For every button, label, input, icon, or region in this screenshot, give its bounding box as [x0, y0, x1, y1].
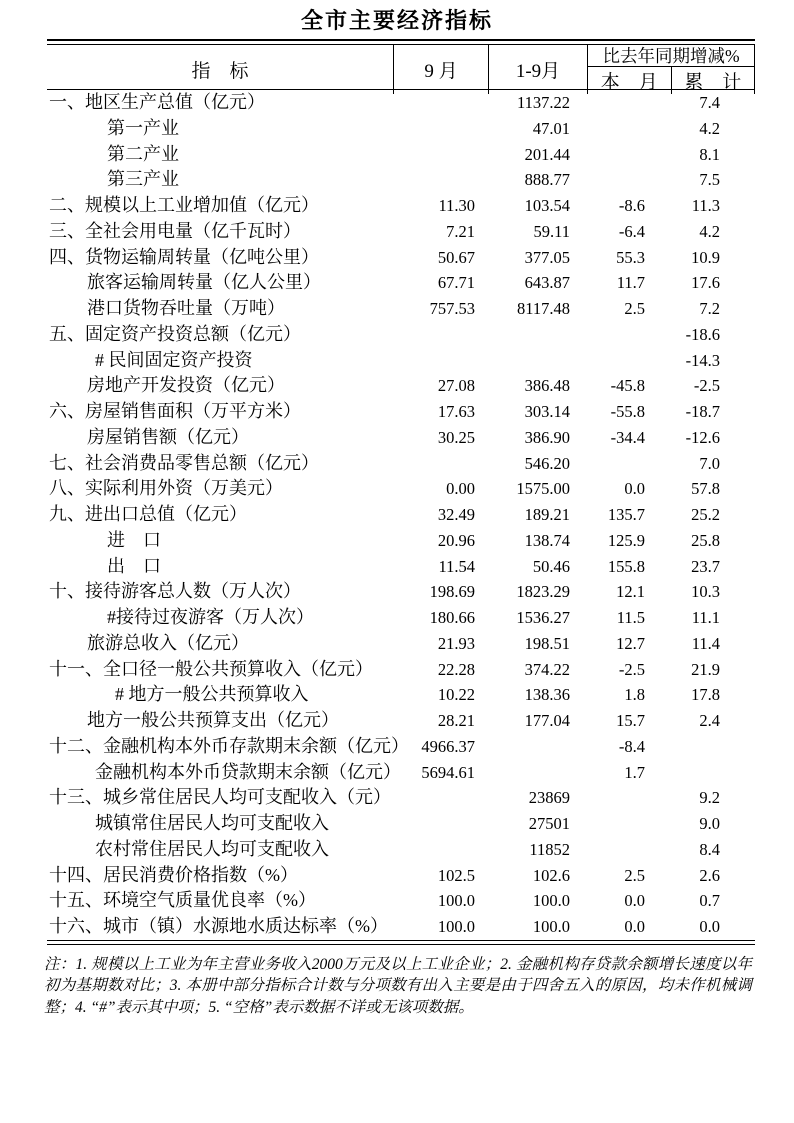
value-september: 17.63 — [437, 402, 475, 421]
value-yoy-cumulative: 2.4 — [699, 711, 720, 730]
indicator-label: 十一、全口径一般公共预算收入（亿元） — [49, 658, 373, 679]
table-row — [47, 348, 755, 374]
value-jan-sep: 50.46 — [532, 556, 570, 576]
indicator-label: 三、全社会用电量（亿千瓦时） — [49, 220, 301, 241]
indicator-label: 出 口 — [107, 555, 161, 576]
value-september: 50.67 — [437, 247, 475, 267]
indicator-label: 七、社会消费品零售总额（亿元） — [49, 452, 319, 473]
table-row — [47, 682, 755, 708]
value-jan-sep: 59.11 — [533, 221, 570, 241]
value-yoy-cumulative: 10.3 — [691, 582, 720, 602]
table-row — [47, 296, 755, 322]
indicator-label: 旅客运输周转量（亿人公里） — [87, 272, 321, 293]
table-row — [47, 760, 755, 786]
table-notes: 注：1. 规模以上工业为年主营业务收入2000万元及以上工业企业；2. 金融机构存贷款余额增长速度以年初为基期数对比；3. 本册中部分指标合计数与分项数有出入主要是由于四舍五入的原因，均未作机械调整；4. “#”表示其中项；5. “空格”表示数据不详或无该项数据。 — [44, 955, 752, 1016]
value-yoy-month: 125.9 — [607, 530, 645, 550]
header-cumulative: 累 计 — [684, 72, 742, 93]
value-yoy-cumulative: 11.1 — [691, 608, 720, 627]
value-september — [393, 811, 488, 837]
table-row — [47, 888, 755, 914]
value-jan-sep: 47.01 — [532, 118, 570, 138]
table-row — [47, 90, 755, 116]
value-september — [393, 142, 488, 168]
value-yoy-month — [587, 348, 672, 374]
table-row — [47, 270, 755, 296]
table-row — [47, 863, 755, 889]
value-jan-sep: 1823.29 — [516, 582, 570, 602]
table-row — [47, 373, 755, 399]
value-jan-sep: 100.0 — [532, 891, 570, 911]
value-yoy-month: 55.3 — [616, 247, 645, 267]
indicator-label: 进 口 — [107, 529, 161, 550]
value-jan-sep — [488, 760, 587, 786]
value-jan-sep: 386.48 — [524, 376, 570, 396]
value-september — [393, 116, 488, 142]
table-row — [47, 811, 755, 837]
value-yoy-month: 11.7 — [616, 273, 645, 293]
header-yoy-label: 比去年同期增减% — [588, 45, 754, 67]
indicator-label: 第二产业 — [107, 143, 179, 164]
value-yoy-month: -2.5 — [618, 659, 645, 679]
indicator-label: #接待过夜游客（万人次） — [107, 607, 314, 627]
value-yoy-cumulative: 8.4 — [699, 839, 720, 859]
table-row — [47, 554, 755, 580]
indicator-label: # 地方一般公共预算收入 — [115, 684, 309, 705]
value-september: 4966.37 — [421, 736, 475, 756]
value-yoy-month: -8.4 — [618, 736, 645, 756]
indicator-label: 农村常住居民人均可支配收入 — [95, 838, 329, 859]
value-yoy-cumulative: -12.6 — [685, 427, 720, 447]
value-jan-sep: 189.21 — [524, 505, 570, 524]
value-yoy-month — [587, 785, 672, 811]
table-row — [47, 167, 755, 193]
table-row — [47, 116, 755, 142]
value-jan-sep — [488, 348, 587, 374]
value-september: 22.28 — [437, 659, 475, 679]
value-yoy-cumulative: 2.6 — [699, 865, 720, 885]
indicator-label: 八、实际利用外资（万美元） — [49, 478, 283, 499]
value-jan-sep: 386.90 — [524, 427, 570, 447]
value-september: 67.71 — [437, 273, 475, 293]
table-row — [47, 142, 755, 168]
indicator-label: 十、接待游客总人数（万人次） — [49, 581, 301, 602]
value-yoy-cumulative: 23.7 — [691, 556, 720, 576]
value-september: 198.69 — [429, 582, 475, 602]
value-jan-sep — [488, 734, 587, 760]
indicator-label: 第三产业 — [107, 169, 179, 190]
value-yoy-month: 0.0 — [624, 479, 645, 499]
value-yoy-month — [587, 116, 672, 142]
indicator-label: 十二、金融机构本外币存款期末余额（亿元） — [49, 735, 409, 756]
value-yoy-month — [587, 811, 672, 837]
value-yoy-cumulative: 7.4 — [699, 93, 720, 112]
value-september: 20.96 — [437, 530, 475, 550]
value-jan-sep: 1536.27 — [516, 608, 570, 627]
header-current-month: 本 月 — [588, 67, 672, 94]
table-row — [47, 502, 755, 528]
indicator-label: 金融机构本外币贷款期末余额（亿元） — [95, 761, 401, 782]
page-title: 全市主要经济指标 — [300, 8, 493, 33]
value-september: 100.0 — [437, 891, 475, 911]
value-yoy-cumulative: 8.1 — [699, 144, 720, 164]
value-jan-sep: 102.6 — [532, 865, 570, 885]
value-yoy-cumulative: -18.7 — [685, 402, 720, 421]
value-yoy-cumulative: -2.5 — [693, 376, 720, 396]
value-yoy-cumulative: 0.7 — [699, 891, 720, 911]
value-yoy-cumulative: 11.3 — [691, 196, 720, 215]
value-yoy-month — [587, 90, 672, 116]
value-yoy-cumulative: 7.0 — [699, 453, 720, 473]
value-yoy-month — [587, 142, 672, 168]
indicator-label: 房地产开发投资（亿元） — [87, 375, 285, 396]
value-september: 11.54 — [438, 556, 475, 576]
value-yoy-cumulative: 4.2 — [699, 118, 720, 138]
value-yoy-month: 0.0 — [624, 891, 645, 911]
table-row — [47, 399, 755, 425]
value-jan-sep: 201.44 — [524, 144, 570, 164]
table-row — [47, 528, 755, 554]
value-yoy-cumulative: 25.2 — [691, 505, 720, 524]
value-jan-sep — [488, 322, 587, 348]
header-yoy-group — [587, 45, 755, 94]
indicator-label: 地方一般公共预算支出（亿元） — [87, 710, 339, 730]
indicator-label: 房屋销售额（亿元） — [87, 426, 249, 447]
indicator-label: 港口货物吞吐量（万吨） — [87, 298, 285, 318]
value-yoy-cumulative: 7.2 — [699, 299, 720, 318]
table-row — [47, 451, 755, 477]
value-yoy-cumulative: -18.6 — [685, 324, 720, 344]
value-jan-sep: 303.14 — [524, 402, 570, 421]
value-jan-sep: 100.0 — [532, 917, 570, 936]
indicator-label: 十三、城乡常住居民人均可支配收入（元） — [49, 787, 391, 808]
indicator-label: 十六、城市（镇）水源地水质达标率（%） — [49, 916, 388, 936]
value-jan-sep: 1137.22 — [516, 93, 570, 112]
value-yoy-cumulative: 25.8 — [691, 530, 720, 550]
value-yoy-month: -6.4 — [618, 221, 645, 241]
indicator-label: 第一产业 — [107, 117, 179, 138]
table-row — [47, 605, 755, 631]
value-yoy-month: 1.8 — [624, 685, 645, 705]
value-yoy-month: -34.4 — [610, 427, 645, 447]
value-september — [393, 451, 488, 477]
table-row — [47, 425, 755, 451]
value-yoy-month: 155.8 — [607, 556, 645, 576]
table-row — [47, 476, 755, 502]
indicator-label: 一、地区生产总值（亿元） — [49, 92, 265, 112]
value-jan-sep: 177.04 — [524, 711, 570, 730]
value-jan-sep: 8117.48 — [516, 299, 570, 318]
value-jan-sep: 888.77 — [524, 170, 570, 190]
value-yoy-cumulative: 10.9 — [691, 247, 720, 267]
table-row — [47, 193, 755, 219]
value-yoy-month: -45.8 — [610, 376, 645, 396]
value-september: 0.00 — [446, 479, 475, 499]
indicator-label: 五、固定资产投资总额（亿元） — [49, 323, 301, 344]
value-yoy-month: 12.7 — [616, 633, 645, 653]
value-yoy-month — [587, 451, 672, 477]
value-september: 100.0 — [437, 917, 475, 936]
value-yoy-month: 1.7 — [624, 762, 645, 782]
value-september: 102.5 — [437, 865, 475, 885]
value-yoy-cumulative: 9.2 — [699, 788, 720, 808]
value-yoy-cumulative: 17.6 — [691, 273, 720, 293]
value-september: 5694.61 — [421, 762, 475, 782]
value-jan-sep: 11852 — [529, 839, 570, 859]
header-indicator: 指 标 — [191, 61, 249, 82]
value-yoy-cumulative: 0.0 — [699, 917, 720, 936]
value-yoy-cumulative: 21.9 — [691, 659, 720, 679]
value-yoy-month — [587, 322, 672, 348]
table-row — [47, 322, 755, 348]
value-yoy-month: -8.6 — [618, 196, 645, 215]
table-row — [47, 734, 755, 760]
table-row — [47, 219, 755, 245]
table-body — [47, 90, 755, 940]
value-yoy-month: -55.8 — [610, 402, 645, 421]
value-yoy-cumulative: 11.4 — [691, 633, 720, 653]
indicator-label: 旅游总收入（亿元） — [87, 632, 249, 653]
indicator-label: 六、房屋销售面积（万平方米） — [49, 401, 301, 421]
value-jan-sep: 103.54 — [524, 196, 570, 215]
header-september: 9 月 — [393, 45, 488, 94]
indicators-table — [47, 39, 755, 945]
table-row — [47, 579, 755, 605]
value-september: 757.53 — [429, 299, 475, 318]
value-yoy-cumulative: 17.8 — [691, 685, 720, 705]
table-row — [47, 837, 755, 863]
value-jan-sep: 138.74 — [524, 530, 570, 550]
table-bottom-rule — [47, 940, 755, 945]
value-jan-sep: 27501 — [528, 814, 570, 833]
value-jan-sep: 374.22 — [524, 659, 570, 679]
header-jan-sep: 1-9月 — [488, 45, 587, 94]
value-september: 10.22 — [437, 685, 475, 705]
indicator-label: 十五、环境空气质量优良率（%） — [49, 890, 316, 911]
value-september: 180.66 — [429, 608, 475, 627]
value-yoy-cumulative: 9.0 — [699, 814, 720, 833]
value-september: 30.25 — [437, 427, 475, 447]
indicator-label: 城镇常住居民人均可支配收入 — [95, 813, 329, 833]
value-yoy-month: 0.0 — [624, 917, 645, 936]
value-jan-sep: 23869 — [528, 788, 570, 808]
value-yoy-month: 2.5 — [624, 865, 645, 885]
value-yoy-month — [587, 167, 672, 193]
table-row — [47, 708, 755, 734]
value-jan-sep: 546.20 — [524, 453, 570, 473]
value-yoy-month: 11.5 — [616, 608, 645, 627]
value-september: 28.21 — [437, 711, 475, 730]
value-september: 32.49 — [437, 505, 475, 524]
value-yoy-month: 2.5 — [624, 299, 645, 318]
table-row — [47, 914, 755, 940]
value-september — [393, 90, 488, 116]
indicator-label: 二、规模以上工业增加值（亿元） — [49, 195, 319, 215]
table-header-row — [47, 45, 755, 93]
value-yoy-cumulative — [672, 734, 755, 760]
value-yoy-cumulative: 7.5 — [699, 170, 720, 190]
value-jan-sep: 643.87 — [524, 273, 570, 293]
value-yoy-month: 12.1 — [616, 582, 645, 602]
value-yoy-cumulative — [672, 760, 755, 786]
table-row — [47, 245, 755, 271]
table-row — [47, 631, 755, 657]
table-row — [47, 657, 755, 683]
value-september: 27.08 — [437, 376, 475, 396]
value-september — [393, 322, 488, 348]
value-september — [393, 837, 488, 863]
value-jan-sep: 377.05 — [524, 247, 570, 267]
indicator-label: 十四、居民消费价格指数（%） — [49, 864, 298, 885]
indicator-label: 九、进出口总值（亿元） — [49, 504, 247, 524]
value-september: 11.30 — [438, 196, 475, 215]
value-jan-sep: 138.36 — [524, 685, 570, 705]
value-yoy-month: 15.7 — [616, 711, 645, 730]
value-september — [393, 167, 488, 193]
value-yoy-cumulative: 4.2 — [699, 221, 720, 241]
value-jan-sep: 1575.00 — [516, 479, 570, 499]
value-september — [393, 348, 488, 374]
indicator-label: 四、货物运输周转量（亿吨公里） — [49, 246, 319, 267]
table-row — [47, 785, 755, 811]
value-september: 21.93 — [437, 633, 475, 653]
value-september: 7.21 — [446, 221, 475, 241]
value-september — [393, 785, 488, 811]
value-yoy-month: 135.7 — [607, 505, 645, 524]
indicator-label: # 民间固定资产投资 — [95, 349, 253, 370]
value-yoy-cumulative: 57.8 — [691, 479, 720, 499]
value-yoy-month — [587, 837, 672, 863]
value-yoy-cumulative: -14.3 — [685, 350, 720, 370]
value-jan-sep: 198.51 — [524, 633, 570, 653]
